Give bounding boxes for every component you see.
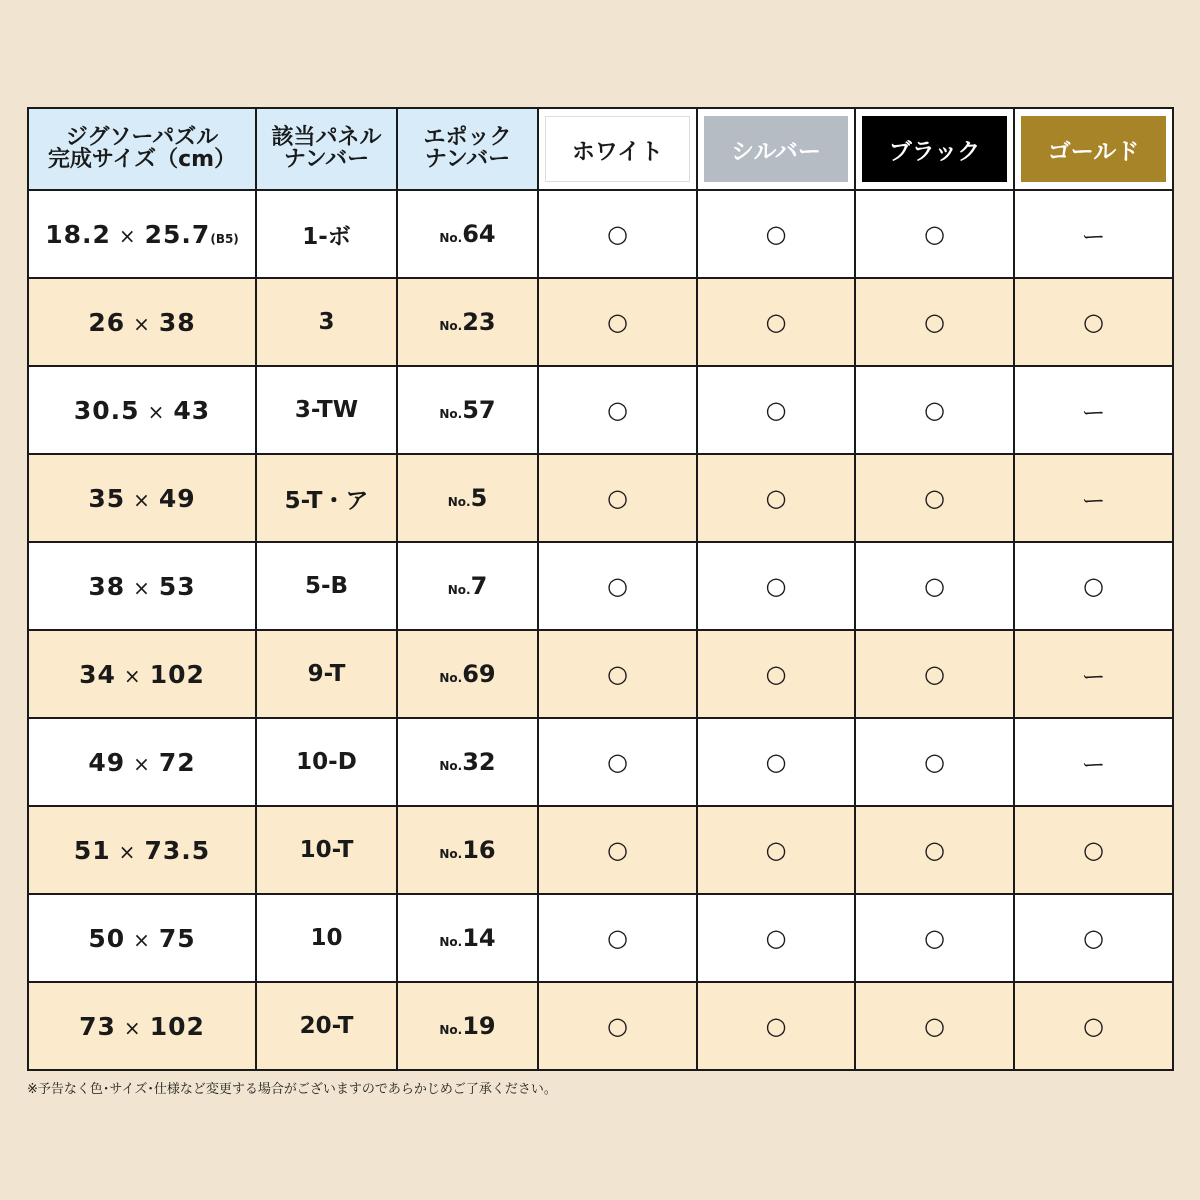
size-width: 50 — [88, 923, 126, 953]
times-sign: × — [133, 575, 151, 600]
white-swatch: ホワイト — [545, 116, 690, 182]
size-width: 49 — [88, 747, 126, 777]
puzzle-size-cell — [28, 278, 256, 366]
availability-gold: ー — [1014, 454, 1173, 542]
header-color-silver — [697, 108, 855, 190]
size-width: 73 — [79, 1011, 116, 1041]
times-sign: × — [133, 311, 151, 336]
no-prefix: No. — [439, 319, 463, 333]
table-row — [28, 630, 1173, 718]
availability-silver: ○ — [697, 190, 855, 278]
gold-swatch: ゴールド — [1021, 116, 1166, 182]
availability-black: ○ — [855, 982, 1014, 1070]
availability-silver: ○ — [697, 630, 855, 718]
size-height: 73.5 — [144, 835, 211, 865]
availability-black: ○ — [855, 366, 1014, 454]
header-epoch-number-line2: ナンバー — [424, 147, 511, 172]
no-prefix: No. — [447, 583, 471, 597]
table-row — [28, 542, 1173, 630]
availability-silver: ○ — [697, 542, 855, 630]
table-row — [28, 718, 1173, 806]
epoch-number-value: 5 — [470, 484, 488, 512]
table-row — [28, 366, 1173, 454]
size-width: 30.5 — [73, 395, 140, 425]
availability-white: ○ — [538, 894, 697, 982]
times-sign: × — [133, 927, 151, 952]
availability-silver: ○ — [697, 366, 855, 454]
epoch-number-cell — [397, 630, 538, 718]
size-width: 18.2 — [45, 219, 111, 249]
size-height: 49 — [158, 483, 196, 513]
availability-gold: ー — [1014, 630, 1173, 718]
epoch-number-value: 64 — [462, 220, 496, 248]
size-height: 72 — [158, 747, 196, 777]
availability-silver: ○ — [697, 982, 855, 1070]
header-panel-number-line1: 該当パネル — [271, 125, 382, 150]
size-width: 26 — [88, 307, 126, 337]
availability-gold: ー — [1014, 718, 1173, 806]
size-width: 35 — [88, 483, 126, 513]
epoch-number-value: 69 — [462, 660, 496, 688]
availability-white: ○ — [538, 190, 697, 278]
availability-gold: ー — [1014, 190, 1173, 278]
puzzle-size-cell — [28, 982, 256, 1070]
availability-silver: ○ — [697, 806, 855, 894]
table-row — [28, 806, 1173, 894]
availability-white: ○ — [538, 718, 697, 806]
table-row — [28, 190, 1173, 278]
size-height: 43 — [173, 395, 211, 425]
puzzle-size-cell — [28, 366, 256, 454]
size-width: 38 — [88, 571, 126, 601]
table-row — [28, 278, 1173, 366]
panel-number-cell: 10 — [256, 894, 397, 982]
times-sign: × — [133, 751, 151, 776]
times-sign: × — [147, 399, 166, 424]
epoch-number-cell — [397, 982, 538, 1070]
availability-gold: ○ — [1014, 894, 1173, 982]
table-row — [28, 894, 1173, 982]
availability-black: ○ — [855, 278, 1014, 366]
puzzle-size-cell — [28, 718, 256, 806]
epoch-number-cell — [397, 542, 538, 630]
size-width: 34 — [79, 659, 116, 689]
header-puzzle-size-line2: 完成サイズ（cm） — [47, 147, 237, 172]
header-panel-number-line2: ナンバー — [283, 147, 370, 172]
no-prefix: No. — [439, 935, 463, 949]
availability-silver: ○ — [697, 454, 855, 542]
panel-number-cell: 5-B — [256, 542, 397, 630]
no-prefix: No. — [439, 1023, 463, 1037]
times-sign: × — [123, 663, 142, 688]
availability-gold: ○ — [1014, 982, 1173, 1070]
availability-black: ○ — [855, 190, 1014, 278]
availability-white: ○ — [538, 630, 697, 718]
no-prefix: No. — [439, 847, 463, 861]
size-height: 75 — [158, 923, 196, 953]
availability-silver: ○ — [697, 718, 855, 806]
epoch-number-cell — [397, 190, 538, 278]
availability-black: ○ — [855, 454, 1014, 542]
panel-number-cell: 3 — [256, 278, 397, 366]
epoch-number-value: 57 — [462, 396, 496, 424]
availability-black: ○ — [855, 806, 1014, 894]
no-prefix: No. — [439, 671, 463, 685]
availability-black: ○ — [855, 718, 1014, 806]
puzzle-size-cell — [28, 806, 256, 894]
size-note: (B5) — [210, 231, 239, 246]
epoch-number-value: 32 — [462, 748, 496, 776]
size-width: 51 — [73, 835, 111, 865]
header-puzzle-size-line1: ジグソーパズル — [65, 125, 219, 150]
header-puzzle-size — [28, 108, 256, 190]
availability-silver: ○ — [697, 894, 855, 982]
no-prefix: No. — [439, 759, 463, 773]
epoch-number-value: 14 — [462, 924, 496, 952]
table-body — [28, 190, 1173, 1070]
header-color-white — [538, 108, 697, 190]
panel-number-cell: 1-ボ — [256, 190, 397, 278]
availability-black: ○ — [855, 630, 1014, 718]
epoch-number-value: 23 — [462, 308, 496, 336]
times-sign: × — [133, 487, 151, 512]
epoch-number-cell — [397, 718, 538, 806]
availability-black: ○ — [855, 542, 1014, 630]
header-panel-number — [256, 108, 397, 190]
size-compatibility-table — [27, 107, 1174, 1071]
availability-white: ○ — [538, 542, 697, 630]
panel-number-cell: 5-T・ア — [256, 454, 397, 542]
availability-white: ○ — [538, 982, 697, 1070]
black-swatch: ブラック — [862, 116, 1007, 182]
size-height: 102 — [149, 659, 205, 689]
silver-swatch: シルバー — [704, 116, 848, 182]
panel-number-cell: 3-TW — [256, 366, 397, 454]
no-prefix: No. — [447, 495, 471, 509]
availability-gold: ー — [1014, 366, 1173, 454]
table-row — [28, 982, 1173, 1070]
panel-number-cell: 10-D — [256, 718, 397, 806]
availability-white: ○ — [538, 454, 697, 542]
epoch-number-value: 7 — [470, 572, 488, 600]
times-sign: × — [118, 839, 137, 864]
epoch-number-cell — [397, 278, 538, 366]
times-sign: × — [118, 223, 137, 248]
puzzle-size-cell — [28, 190, 256, 278]
panel-number-cell: 20-T — [256, 982, 397, 1070]
epoch-number-cell — [397, 366, 538, 454]
size-height: 102 — [149, 1011, 205, 1041]
puzzle-size-cell — [28, 454, 256, 542]
availability-gold: ○ — [1014, 278, 1173, 366]
availability-white: ○ — [538, 278, 697, 366]
header-epoch-number — [397, 108, 538, 190]
availability-silver: ○ — [697, 278, 855, 366]
size-height: 53 — [158, 571, 196, 601]
size-height: 25.7 — [144, 219, 211, 249]
no-prefix: No. — [439, 407, 463, 421]
footnote: ※予告なく色･サイズ･仕様など変更する場合がございますのであらかじめご了承ください。 — [27, 1082, 557, 1097]
epoch-number-cell — [397, 894, 538, 982]
panel-number-cell: 10-T — [256, 806, 397, 894]
table-row — [28, 454, 1173, 542]
header-color-gold — [1014, 108, 1173, 190]
puzzle-size-cell — [28, 542, 256, 630]
epoch-number-cell — [397, 806, 538, 894]
availability-white: ○ — [538, 806, 697, 894]
size-height: 38 — [158, 307, 196, 337]
epoch-number-value: 19 — [462, 1012, 496, 1040]
epoch-number-cell — [397, 454, 538, 542]
panel-number-cell: 9-T — [256, 630, 397, 718]
availability-white: ○ — [538, 366, 697, 454]
availability-gold: ○ — [1014, 542, 1173, 630]
availability-black: ○ — [855, 894, 1014, 982]
header-epoch-number-line1: エポック — [423, 125, 512, 150]
puzzle-size-cell — [28, 630, 256, 718]
table-header-row — [28, 108, 1173, 190]
times-sign: × — [123, 1015, 142, 1040]
epoch-number-value: 16 — [462, 836, 496, 864]
puzzle-size-cell — [28, 894, 256, 982]
no-prefix: No. — [439, 231, 463, 245]
availability-gold: ○ — [1014, 806, 1173, 894]
header-color-black — [855, 108, 1014, 190]
